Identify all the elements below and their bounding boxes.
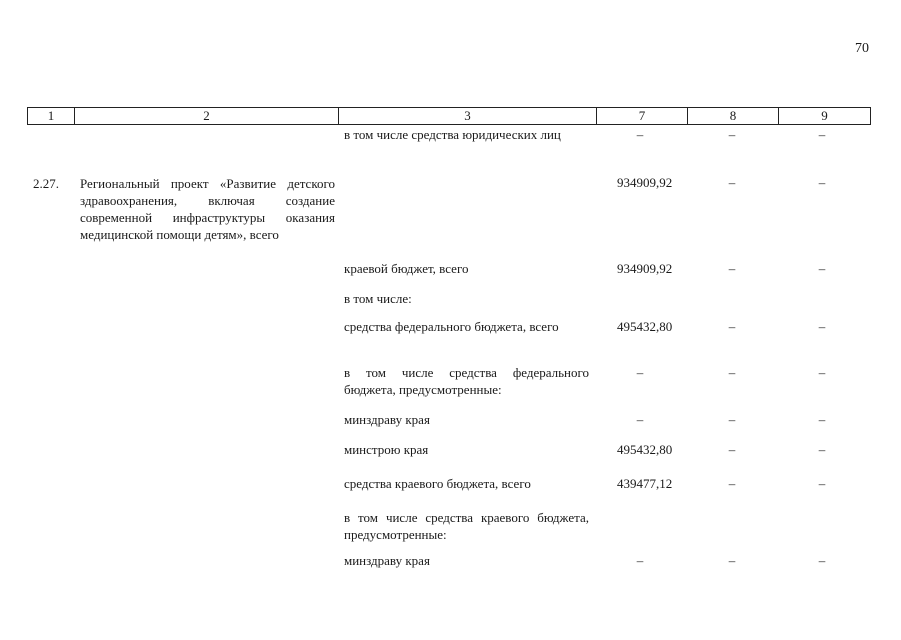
row-3-description: в том числе: [344,291,412,306]
row-4-col9: – [818,319,826,334]
row-0-col7: – [636,127,644,142]
row-4-description: средства федерального бюджета, всего [344,319,559,334]
column-header-2: 2 [75,108,339,125]
page-number: 70 [855,41,869,56]
column-header-row [28,108,871,125]
row-10-col9: – [818,553,826,568]
row-5-col7: – [636,365,644,380]
column-header-9: 9 [779,108,871,125]
project-number: 2.27. [33,176,59,191]
row-5-description: в том числе средства федерального бюджета, предусмотренные: [344,365,589,397]
row-2-description: краевой бюджет, всего [344,261,469,276]
row-2-col7: 934909,92 [617,261,673,276]
row-5-col8: – [728,365,736,380]
row-5-col9: – [818,365,826,380]
column-header-3: 3 [339,108,597,125]
row-10-col8: – [728,553,736,568]
row-4-col8: – [728,319,736,334]
row-6-col8: – [728,412,736,427]
row-1-col8: – [728,175,736,190]
column-header-8: 8 [688,108,779,125]
column-header-1: 1 [28,108,75,125]
row-6-col9: – [818,412,826,427]
row-8-col8: – [728,476,736,491]
row-8-col7: 439477,12 [617,476,673,491]
row-8-description: средства краевого бюджета, всего [344,476,531,491]
row-7-description: минстрою края [344,442,429,457]
row-2-col9: – [818,261,826,276]
row-0-col8: – [728,127,736,142]
row-2-col8: – [728,261,736,276]
column-header-table [27,107,871,125]
row-1-col9: – [818,175,826,190]
row-10-description: минздраву края [344,553,430,568]
row-7-col7: 495432,80 [617,442,673,457]
row-6-description: минздраву края [344,412,430,427]
row-7-col8: – [728,442,736,457]
row-0-description: в том числе средства юридических лиц [344,127,561,142]
row-10-col7: – [636,553,644,568]
column-header-7: 7 [597,108,688,125]
row-4-col7: 495432,80 [617,319,673,334]
row-7-col9: – [818,442,826,457]
row-8-col9: – [818,476,826,491]
row-1-col7: 934909,92 [617,175,673,190]
project-title: Региональный проект «Развитие детского здравоохранения, включая создание современной инфраструктуры оказания медицинской помощи детям», всего [80,176,335,242]
row-9-description: в том числе средства краевого бюджета, предусмотренные: [344,510,589,542]
row-0-col9: – [818,127,826,142]
row-6-col7: – [636,412,644,427]
